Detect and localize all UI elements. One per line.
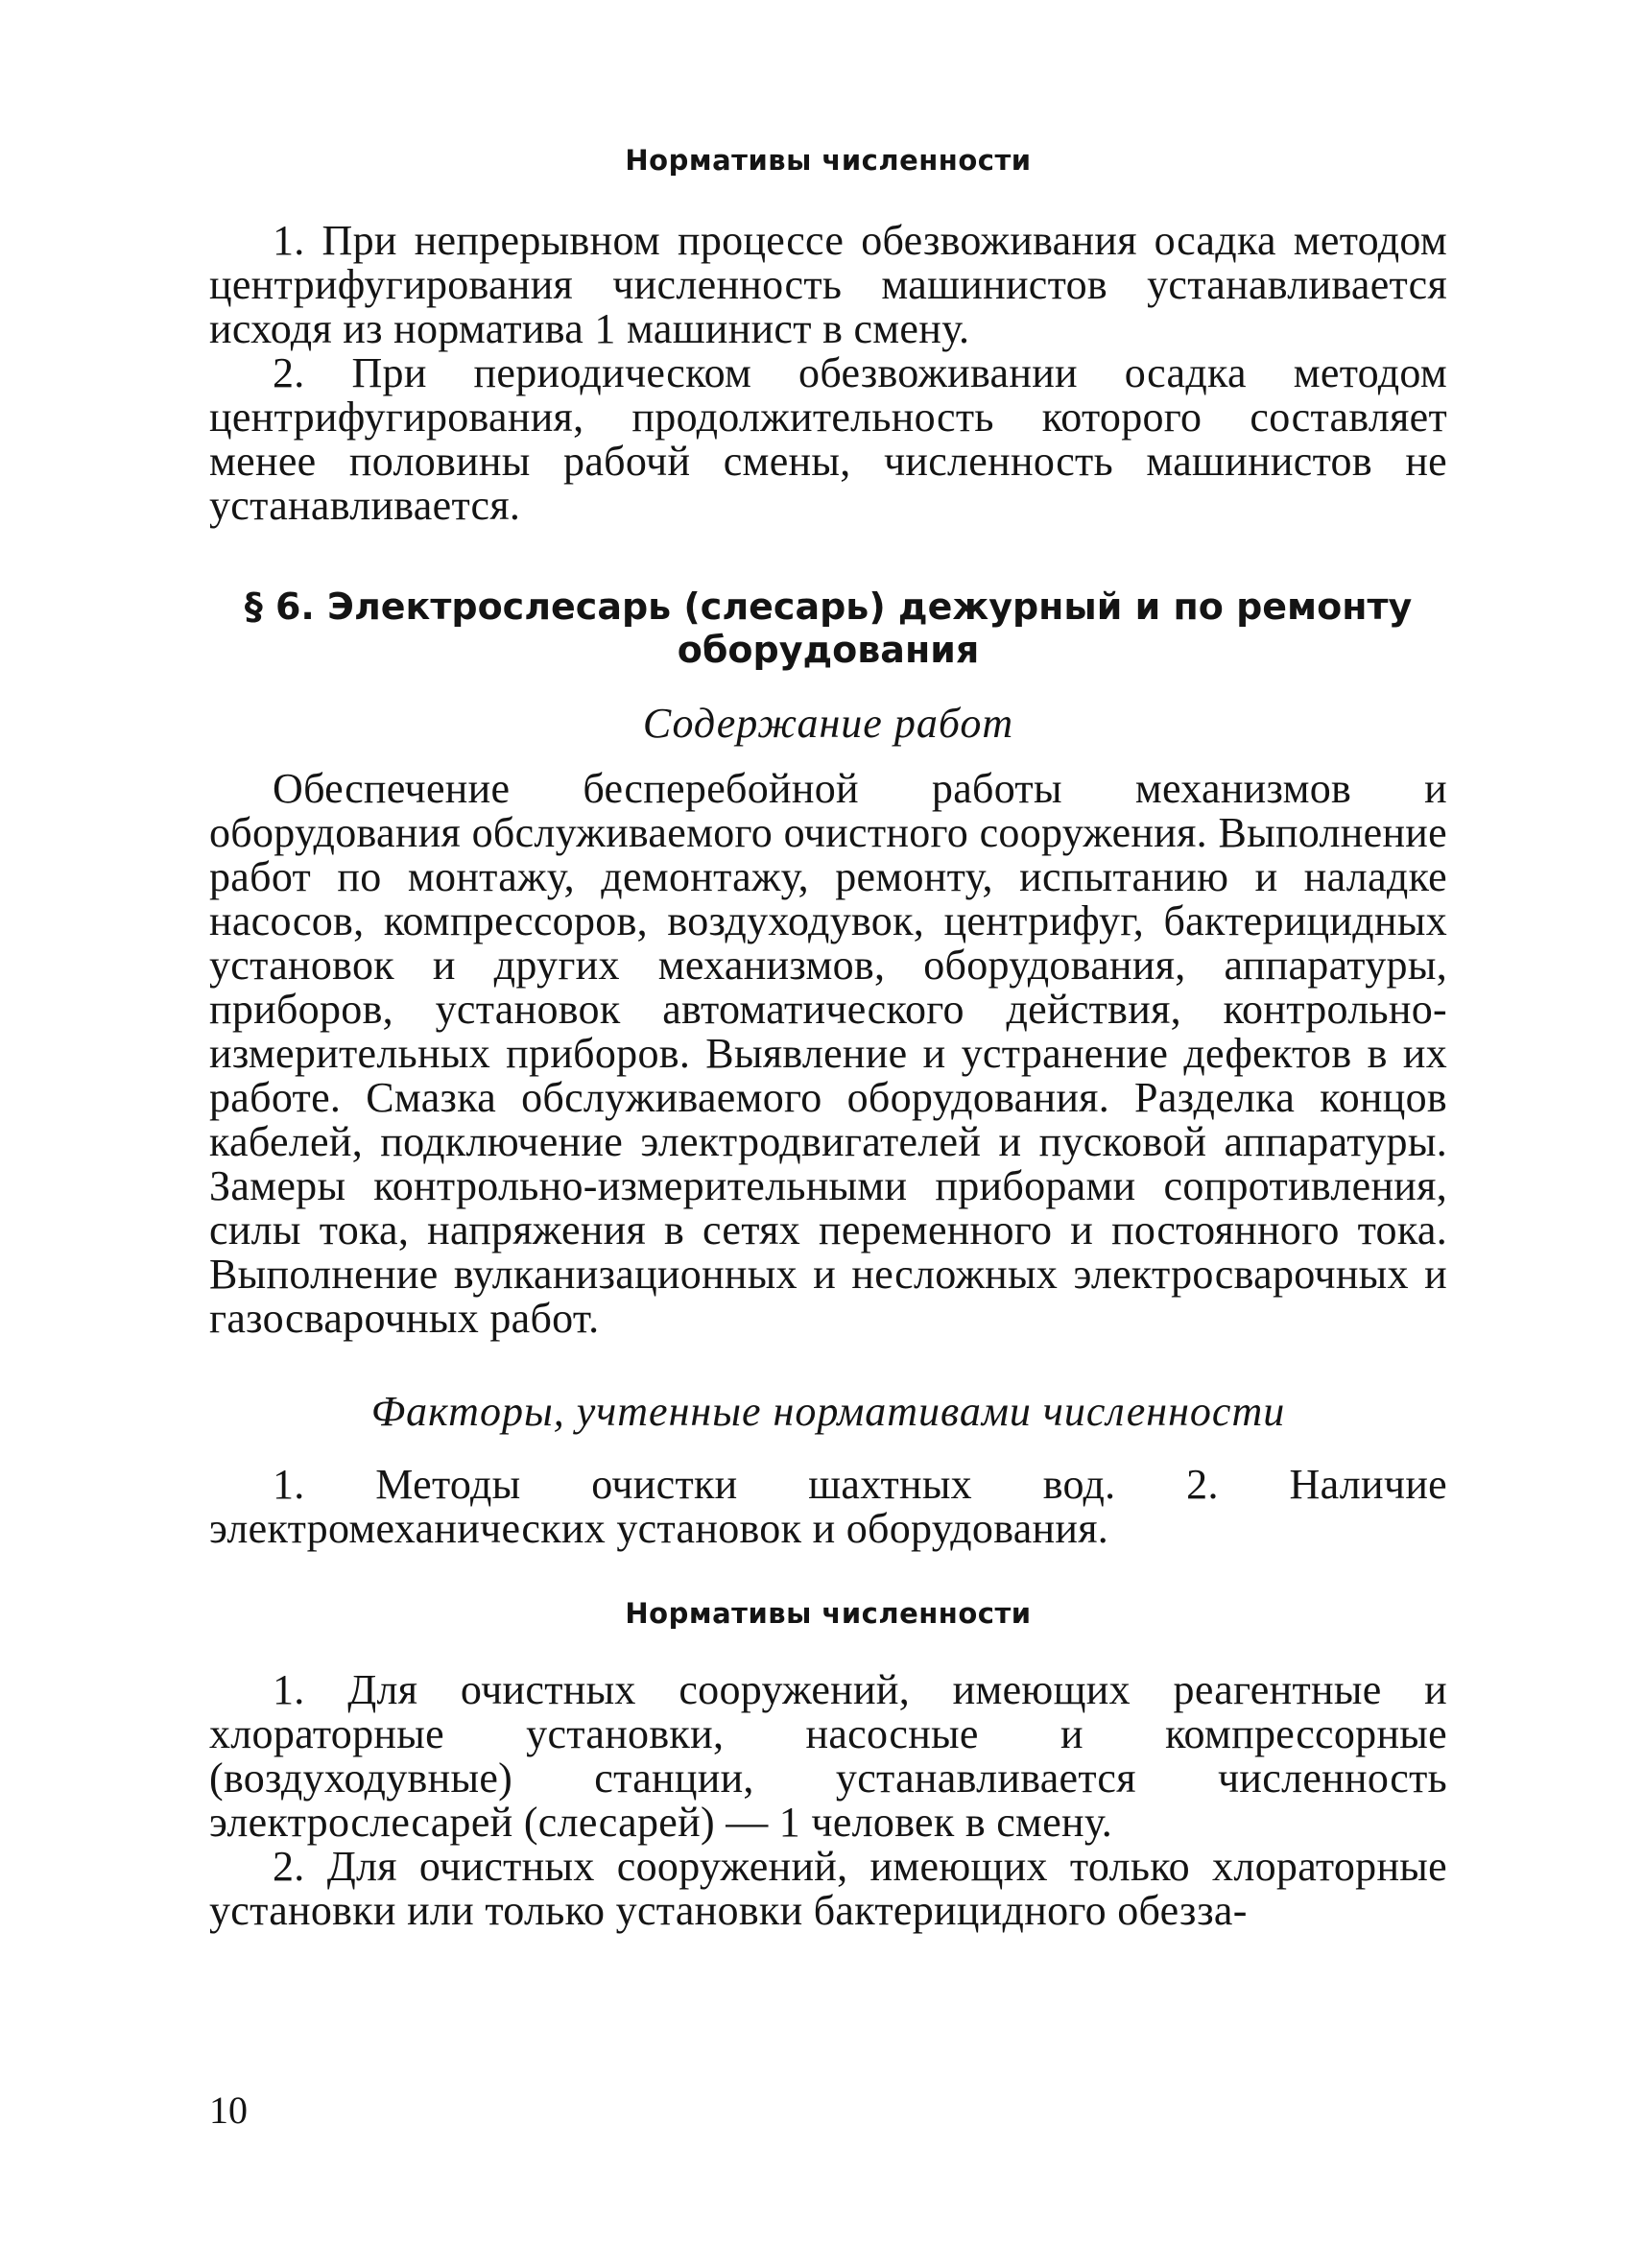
page-number: 10 <box>209 2089 248 2132</box>
norms-heading-2: Нормативы численности <box>625 1597 1032 1630</box>
section-title-line-2: оборудования <box>677 629 980 671</box>
norms-1-item-1: 1. При непрерывном процессе обезвоживания осадка методом центрифугирования численность машинистов устанавливается исходя из норматива 1 машинист в смену. <box>209 217 1447 352</box>
norms-heading-1: Нормативы численности <box>625 144 1032 177</box>
document-page <box>209 144 1447 1933</box>
factors-text: 1. Методы очистки шахтных вод. 2. Наличие электромеханических установок и оборудования. <box>209 1461 1447 1552</box>
factors-heading: Факторы, учтенные нормативами численности <box>370 1388 1286 1435</box>
norms-2-item-1: 1. Для очистных сооружений, имеющих реагентные и хлораторные установки, насосные и компрессорные (воздуходувные) станции, устанавливается численность электрослесарей (слесарей) — 1 человек в смену. <box>209 1666 1447 1846</box>
content-heading: Содержание работ <box>642 700 1014 747</box>
section-title-line-1: § 6. Электрослесарь (слесарь) дежурный и по ремонту <box>244 585 1413 628</box>
norms-2-item-2: 2. Для очистных сооружений, имеющих только хлораторные установки или только установки бактерицидного обезза- <box>209 1843 1447 1934</box>
norms-1-item-2: 2. При периодическом обезвоживании осадка методом центрифугирования, продолжительность которого составляет менее половины рабочй смены, численность машинистов не устанавливается. <box>209 349 1447 529</box>
content-text: Обеспечение бесперебойной работы механизмов и оборудования обслуживаемого очистного сооружения. Выполнение работ по монтажу, демонтажу, ремонту, испытанию и наладке насосов, компрессоров, воздуходувок, центрифуг, бактерицидных установок и других механизмов, оборудования, аппаратуры, приборов, установок автоматического действия, контрольно-измерительных приборов. Выявление и устранение дефектов в их работе. Смазка обслуживаемого оборудования. Разделка концов кабелей, подключение электродвигателей и пусковой аппаратуры. Замеры контрольно-измерительными приборами сопротивления, силы тока, напряжения в сетях переменного и постоянного тока. Выполнение вулканизационных и несложных электросварочных и газосварочных работ. <box>209 765 1447 1342</box>
